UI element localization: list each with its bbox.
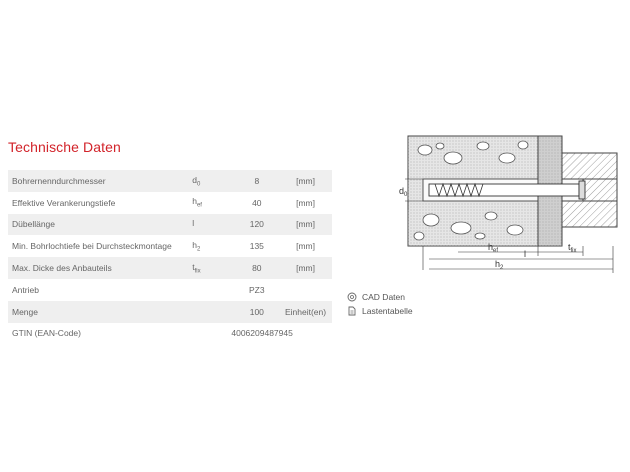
table-row [8, 235, 332, 257]
table-row [8, 279, 332, 301]
table-row [8, 170, 332, 192]
spec-value: 80 [235, 257, 279, 279]
anchor-screw [429, 181, 585, 199]
spec-symbol: $h_2$ [192, 239, 201, 253]
spec-symbol: $d_0$ [192, 170, 234, 192]
spec-value: 120 [235, 214, 279, 236]
spec-unit: [mm] [279, 214, 332, 236]
spec-unit: [mm] [296, 197, 315, 208]
spec-label: Antrieb [12, 284, 39, 295]
spec-value: 4006209487945 [231, 328, 293, 339]
spec-label: Max. Dicke des Anbauteils [8, 257, 192, 279]
spec-unit: Einheit(en) [279, 301, 332, 323]
d0-label: $d_0$ [399, 186, 408, 198]
tfix-label: $t_{fix}$ [568, 242, 577, 254]
cad-data-label: CAD Daten [362, 292, 405, 302]
spec-unit: [mm] [279, 257, 332, 279]
spec-label: Effektive Verankerungstiefe [12, 197, 116, 208]
spec-value: 135 [249, 241, 264, 252]
spec-table [8, 170, 332, 344]
cad-data-link[interactable] [347, 290, 413, 304]
spec-unit: [mm] [296, 241, 315, 252]
spec-label: GTIN (EAN-Code) [12, 328, 81, 339]
table-row [8, 323, 332, 345]
spec-label: Bohrernenndurchmesser [8, 170, 192, 192]
download-links [347, 290, 413, 318]
spec-value: 8 [235, 170, 279, 192]
cad-icon [347, 292, 357, 302]
spec-label: Menge [8, 301, 192, 323]
spec-symbol: $h_{ef}$ [192, 196, 202, 210]
page-title: Technische Daten [8, 139, 121, 155]
spec-value: PZ3 [249, 284, 265, 295]
l-label: l [524, 249, 526, 259]
spec-symbol: $t_{fix}$ [192, 257, 234, 279]
spec-value: 100 [235, 301, 279, 323]
spec-label: Dübellänge [8, 214, 192, 236]
hef-label: $h_{ef}$ [488, 242, 499, 254]
spec-value: 40 [252, 197, 262, 208]
document-icon [347, 306, 357, 316]
load-table-link[interactable] [347, 304, 413, 318]
spec-symbol [192, 301, 234, 323]
spec-unit [279, 279, 332, 301]
spec-unit: [mm] [279, 170, 332, 192]
anchor-diagram [395, 128, 623, 276]
table-row [8, 214, 332, 236]
spec-symbol: l [192, 214, 234, 236]
table-row [8, 301, 332, 323]
table-row [8, 192, 332, 214]
spec-label: Min. Bohrlochtiefe bei Durchsteckmontage [12, 241, 172, 252]
table-row [8, 257, 332, 279]
spec-symbol [192, 279, 234, 301]
h2-label: $h_2$ [495, 259, 504, 271]
load-table-label: Lastentabelle [362, 306, 413, 316]
